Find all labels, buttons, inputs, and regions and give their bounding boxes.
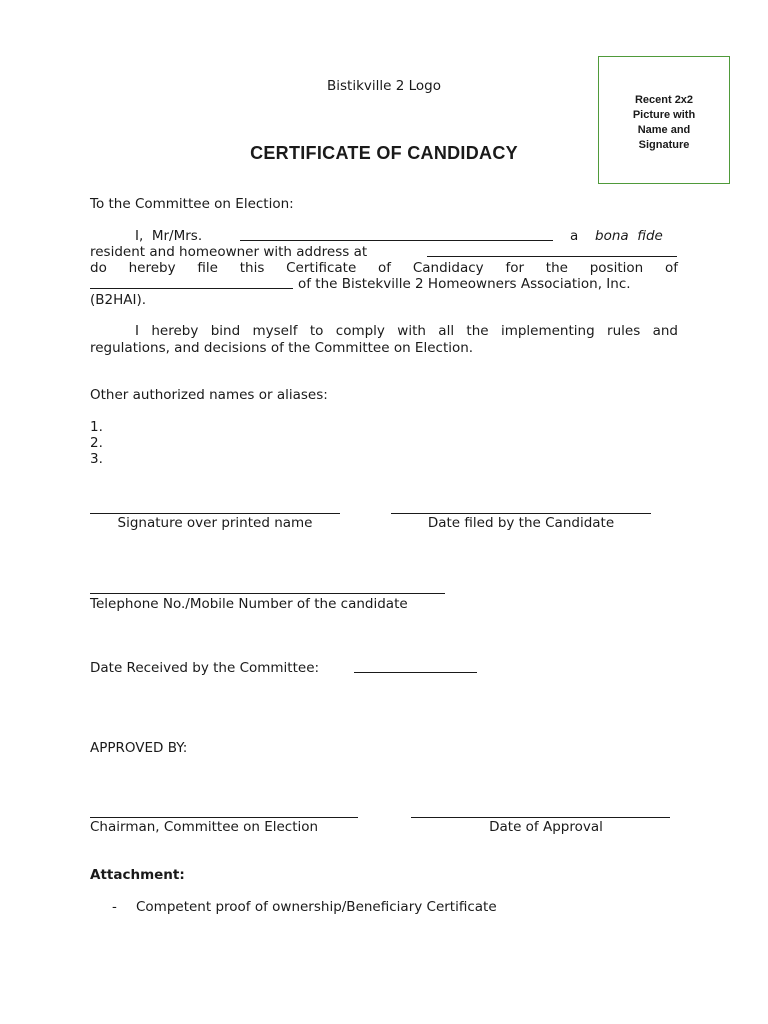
telephone-label: Telephone No./Mobile Number of the candidate <box>90 596 408 612</box>
date-filed-label: Date filed by the Candidate <box>427 515 615 531</box>
address-blank <box>427 245 677 257</box>
para1-line2: resident and homeowner with address at <box>90 244 368 260</box>
chairman-line <box>90 817 358 818</box>
date-approval-label: Date of Approval <box>489 819 603 835</box>
chairman-label: Chairman, Committee on Election <box>90 819 319 835</box>
date-filed-line <box>391 513 651 514</box>
para2-line2: regulations, and decisions of the Committee on Election. <box>90 340 474 356</box>
salutation: To the Committee on Election: <box>90 196 294 212</box>
signature-label: Signature over printed name <box>117 515 313 531</box>
para1-line1-a: a <box>570 228 579 244</box>
photo-box-label: Recent 2x2 Picture with Name and Signature <box>632 94 696 151</box>
date-received-blank <box>354 661 477 673</box>
alias-item-3: 3. <box>90 451 103 467</box>
attachment-bullet: - <box>112 899 117 915</box>
alias-item-2: 2. <box>90 435 103 451</box>
para1-line1-start: I, Mr/Mrs. <box>135 228 203 244</box>
para2-line1: I hereby bind myself to comply with all the implementing rules and <box>135 323 678 339</box>
name-blank <box>240 229 553 241</box>
telephone-line <box>90 593 445 594</box>
position-blank <box>90 277 293 289</box>
attachment-heading: Attachment: <box>90 867 185 883</box>
photo-box <box>598 56 730 184</box>
page-title: CERTIFICATE OF CANDIDACY <box>250 143 518 163</box>
alias-item-1: 1. <box>90 419 103 435</box>
logo-placeholder: Bistikville 2 Logo <box>327 78 441 94</box>
para1-line1-bona-fide: bona fide <box>595 228 663 244</box>
para1-line3: do hereby file this Certificate of Candidacy for the position of <box>90 260 678 276</box>
attachment-item: Competent proof of ownership/Beneficiary Certificate <box>136 899 497 915</box>
date-approval-line <box>411 817 670 818</box>
approved-by-label: APPROVED BY: <box>90 740 188 756</box>
signature-line <box>90 513 340 514</box>
date-received-label: Date Received by the Committee: <box>90 660 320 676</box>
para1-line4: of the Bistekville 2 Homeowners Association, Inc. <box>298 276 631 292</box>
aliases-label: Other authorized names or aliases: <box>90 387 328 403</box>
para1-line5: (B2HAI). <box>90 292 147 308</box>
